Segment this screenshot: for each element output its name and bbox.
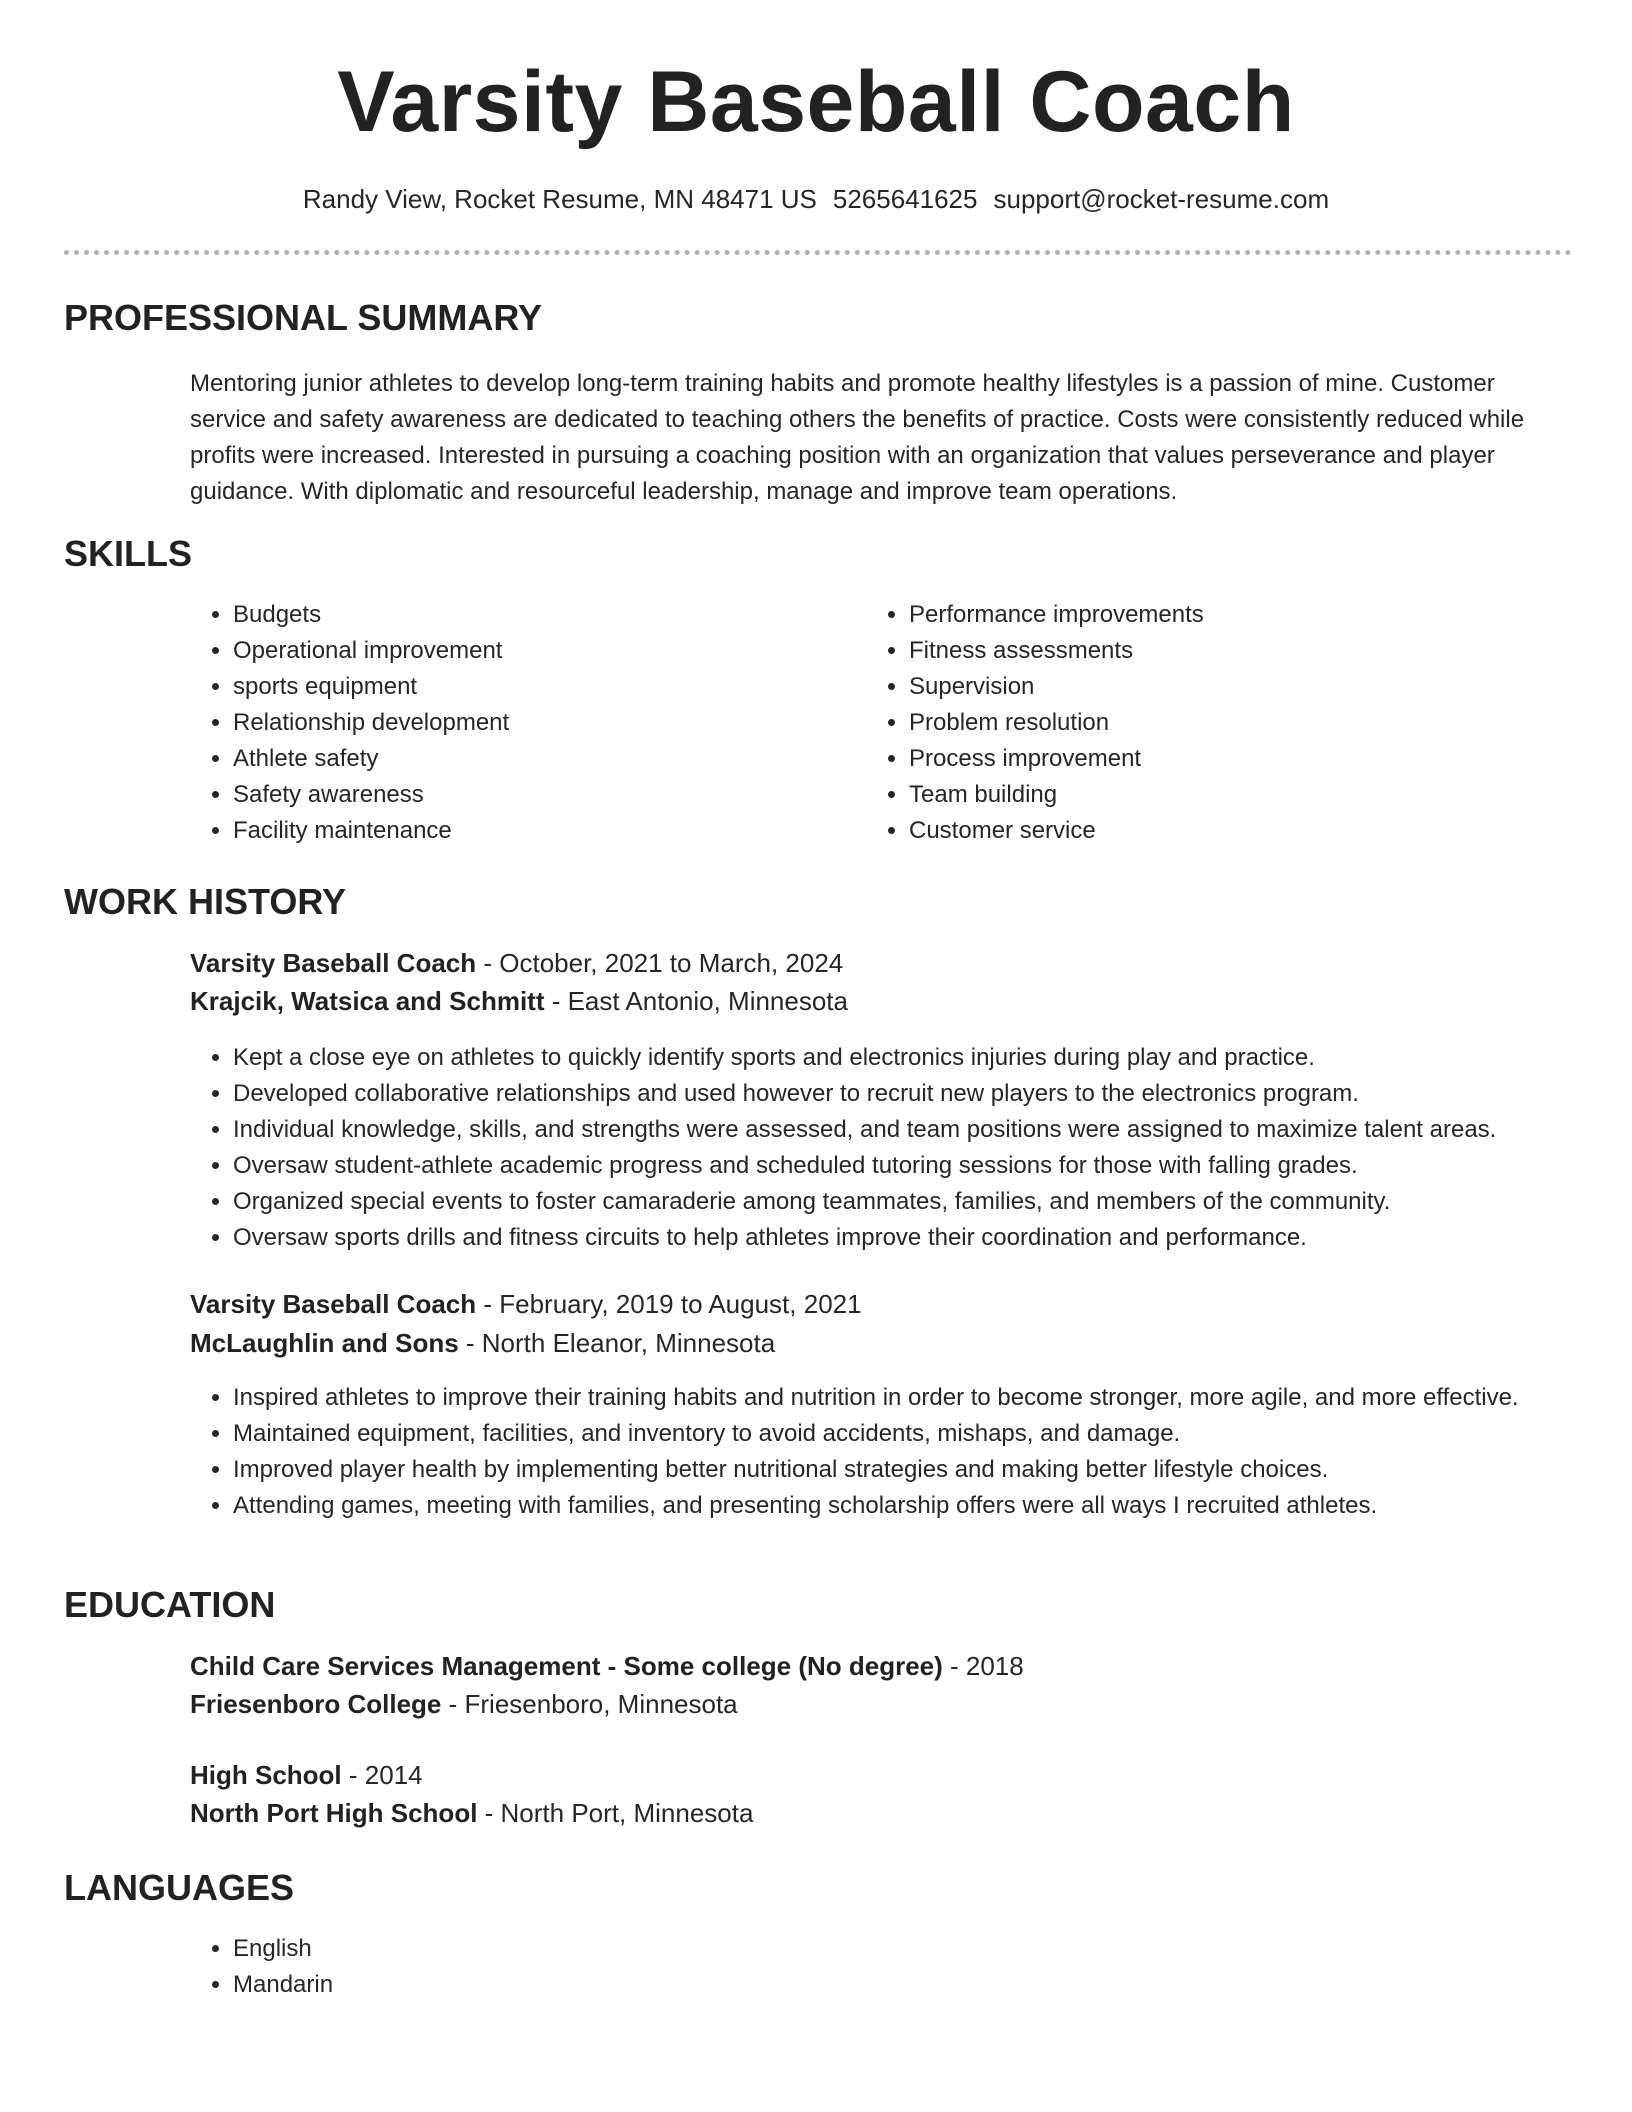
education-location: - Friesenboro, Minnesota xyxy=(441,1689,738,1719)
language-item: • English xyxy=(233,1931,833,1967)
education-school-line xyxy=(190,1794,753,1832)
job-company-line xyxy=(190,982,848,1020)
section-title-skills: SKILLS xyxy=(64,533,193,574)
contact-line xyxy=(0,182,1632,216)
skill-item: • Process improvement xyxy=(909,741,1559,777)
education-degree-line xyxy=(190,1756,423,1794)
education-school: Friesenboro College xyxy=(190,1689,442,1719)
job-bullet: • Individual knowledge, skills, and strengths were assessed, and team positions were assigned to maximize talent areas. xyxy=(233,1112,1623,1148)
education-degree-line xyxy=(190,1647,1024,1685)
skill-item: • sports equipment xyxy=(233,669,853,705)
job-bullet: • Organized special events to foster camaraderie among teammates, families, and members of the community. xyxy=(233,1184,1623,1220)
skills-list-left xyxy=(190,597,853,849)
job-bullets xyxy=(190,1040,1623,1256)
job-title: Varsity Baseball Coach xyxy=(190,1289,477,1319)
job-bullet: • Maintained equipment, facilities, and inventory to avoid accidents, mishaps, and damage. xyxy=(233,1416,1533,1452)
job-bullet: • Developed collaborative relationships and used however to recruit new players to the electronics program. xyxy=(233,1076,1623,1112)
summary-text: Mentoring junior athletes to develop long-term training habits and promote healthy lifestyles is a passion of mine. Customer service and safety awareness are dedicated to teaching others the benefits of practice. Costs were consistently reduced while profits were increased. Interested in pursuing a coaching position with an organization that values perseverance and player guidance. With diplomatic and resourceful leadership, manage and improve team operations. xyxy=(190,370,1525,505)
skill-item: • Supervision xyxy=(909,669,1559,705)
section-title-languages: LANGUAGES xyxy=(64,1867,295,1908)
education-year: - 2018 xyxy=(942,1651,1024,1681)
job-bullets xyxy=(190,1380,1533,1524)
education-degree: Child Care Services Management - Some college (No degree) xyxy=(190,1651,943,1681)
job-location: - East Antonio, Minnesota xyxy=(544,986,848,1016)
job-dates: - October, 2021 to March, 2024 xyxy=(476,948,844,978)
contact-phone: 5265641625 xyxy=(832,184,978,214)
skill-item: • Customer service xyxy=(909,813,1559,849)
skill-item: • Problem resolution xyxy=(909,705,1559,741)
skill-item: • Athlete safety xyxy=(233,741,853,777)
job-bullet: • Oversaw student-athlete academic progress and scheduled tutoring sessions for those with falling grades. xyxy=(233,1148,1623,1184)
job-bullet: • Improved player health by implementing better nutritional strategies and making better lifestyle choices. xyxy=(233,1452,1533,1488)
skill-item: • Team building xyxy=(909,777,1559,813)
job-title: Varsity Baseball Coach xyxy=(190,948,477,978)
section-title-education: EDUCATION xyxy=(64,1584,276,1625)
header-divider xyxy=(64,250,1572,255)
job-title-line xyxy=(190,944,843,982)
section-title-work-history: WORK HISTORY xyxy=(64,881,347,922)
skill-item: • Facility maintenance xyxy=(233,813,853,849)
education-school: North Port High School xyxy=(190,1798,478,1828)
candidate-name: Varsity Baseball Coach xyxy=(337,54,1295,150)
job-title-line xyxy=(190,1285,862,1323)
job-bullet: • Kept a close eye on athletes to quickly identify sports and electronics injuries during play and practice. xyxy=(233,1040,1623,1076)
job-company: McLaughlin and Sons xyxy=(190,1328,459,1358)
education-school-line xyxy=(190,1685,738,1723)
section-title-summary: PROFESSIONAL SUMMARY xyxy=(64,297,543,338)
skill-item: • Fitness assessments xyxy=(909,633,1559,669)
job-dates: - February, 2019 to August, 2021 xyxy=(476,1289,862,1319)
contact-address: Randy View, Rocket Resume, MN 48471 US xyxy=(302,184,817,214)
language-item: • Mandarin xyxy=(233,1967,833,2003)
job-bullet: • Oversaw sports drills and fitness circuits to help athletes improve their coordination and performance. xyxy=(233,1220,1623,1256)
skill-item: • Safety awareness xyxy=(233,777,853,813)
education-location: - North Port, Minnesota xyxy=(477,1798,754,1828)
job-company-line xyxy=(190,1324,775,1362)
skill-item: • Relationship development xyxy=(233,705,853,741)
education-year: - 2014 xyxy=(341,1760,423,1790)
languages-list xyxy=(190,1931,833,2003)
skill-item: • Performance improvements xyxy=(909,597,1559,633)
contact-email: support@rocket-resume.com xyxy=(993,184,1330,214)
job-bullet: • Attending games, meeting with families, and presenting scholarship offers were all ways I recruited athletes. xyxy=(233,1488,1533,1524)
job-bullet: • Inspired athletes to improve their training habits and nutrition in order to become stronger, more agile, and more effective. xyxy=(233,1380,1533,1416)
job-company: Krajcik, Watsica and Schmitt xyxy=(190,986,545,1016)
skills-list-right xyxy=(866,597,1559,849)
job-location: - North Eleanor, Minnesota xyxy=(458,1328,776,1358)
education-degree: High School xyxy=(190,1760,342,1790)
skill-item: • Operational improvement xyxy=(233,633,853,669)
skill-item: • Budgets xyxy=(233,597,853,633)
